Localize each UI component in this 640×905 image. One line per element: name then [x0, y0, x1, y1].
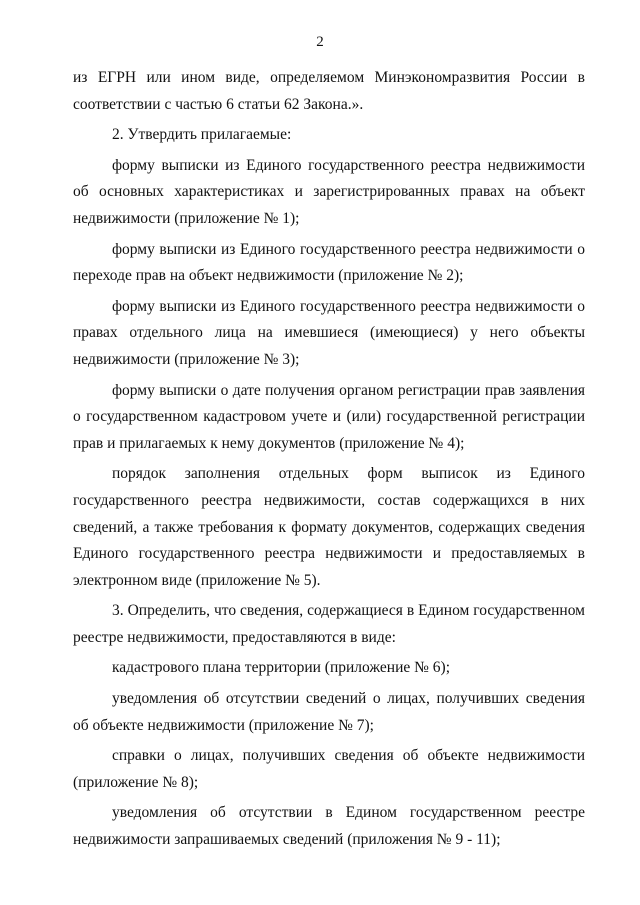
- paragraph-item-3: 3. Определить, что сведения, содержащиеся в Едином государственном реестре недвижимости, предоставляются в виде:: [73, 602, 585, 646]
- paragraph-form-1: форму выписки из Единого государственного реестра недвижимости об основных характеристиках и зарегистрированных правах на объект недвижимости (приложение № 1);: [73, 156, 585, 227]
- paragraph-form-4: форму выписки о дате получения органом регистрации прав заявления о государственном кадастровом учете и (или) государственной регистрации прав и прилагаемых к нему документов (приложение № 4);: [73, 381, 585, 452]
- paragraph-procedure-5: порядок заполнения отдельных форм выписок из Единого государственного реестра недвижимости, состав содержащихся в них сведений, а также требования к формату документов, содержащих сведения Единого государственного реестра недвижимости и предоставляемых в электронном виде (приложение № 5).: [73, 465, 585, 589]
- document-body: [73, 65, 585, 854]
- paragraph-continuation: из ЕГРН или ином виде, определяемом Минэкономразвития России в соответствии с частью 6 статьи 62 Закона.».: [73, 69, 585, 113]
- paragraph-notice-7: уведомления об отсутствии сведений о лицах, получивших сведения об объекте недвижимости (приложение № 7);: [73, 690, 585, 734]
- paragraph-item-2: 2. Утвердить прилагаемые:: [112, 126, 292, 144]
- paragraph-notice-9-11: уведомления об отсутствии в Едином государственном реестре недвижимости запрашиваемых сведений (приложения № 9 - 11);: [73, 804, 585, 849]
- paragraph-certificate-8: справки о лицах, получивших сведения об объекте недвижимости (приложение № 8);: [73, 747, 585, 791]
- paragraph-plan-6: кадастрового плана территории (приложение № 6);: [112, 659, 450, 677]
- paragraph-form-2: форму выписки из Единого государственного реестра недвижимости о переходе прав на объект недвижимости (приложение № 2);: [73, 240, 585, 285]
- page-number: 2: [316, 34, 324, 50]
- paragraph-form-3: форму выписки из Единого государственного реестра недвижимости о правах отдельного лица на имевшиеся (имеющиеся) у него объекты недвижимости (приложение № 3);: [73, 297, 585, 368]
